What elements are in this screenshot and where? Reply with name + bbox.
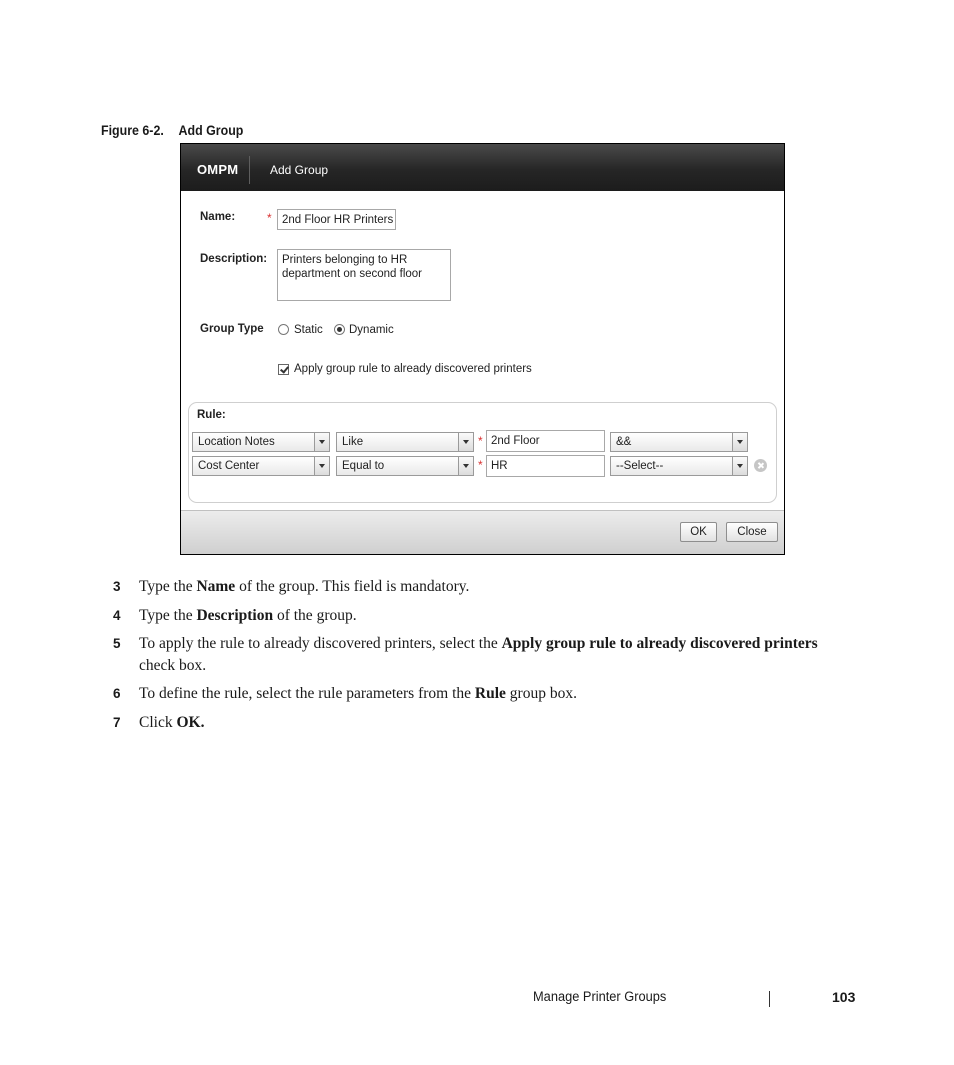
rule-2-conjunction-select[interactable]	[610, 456, 748, 476]
chevron-down-icon	[314, 457, 329, 475]
rule-1-operator-select[interactable]	[336, 432, 474, 452]
name-label: Name:	[200, 211, 236, 223]
rule-1-field-value: Location Notes	[198, 436, 275, 448]
figure-number: Figure 6-2.	[101, 123, 164, 138]
apply-rule-label: Apply group rule to already discovered printers	[294, 363, 532, 375]
rule-2-required-mark: *	[478, 458, 483, 472]
page-number: 103	[832, 989, 856, 1005]
rule-2-field-select[interactable]	[192, 456, 330, 476]
chevron-down-icon	[314, 433, 329, 451]
step-text: To define the rule, select the rule parameters from the Rule group box.	[139, 685, 577, 702]
remove-rule-icon[interactable]	[754, 459, 767, 472]
dialog-title: Add Group	[270, 163, 329, 177]
apply-rule-checkbox[interactable]	[278, 364, 289, 375]
rule-1-field-select[interactable]	[192, 432, 330, 452]
rule-1-value-input[interactable]: 2nd Floor	[486, 430, 605, 452]
description-textarea[interactable]: Printers belonging to HR department on second floor	[277, 249, 451, 301]
app-brand: OMPM	[197, 162, 239, 177]
rule-1-required-mark: *	[478, 434, 483, 448]
footer-divider	[769, 991, 770, 1007]
static-option-label: Static	[294, 324, 323, 336]
step-text: Type the Name of the group. This field is mandatory.	[139, 578, 470, 595]
rule-2-operator-select[interactable]	[336, 456, 474, 476]
step-text: Type the Description of the group.	[139, 607, 357, 624]
name-input[interactable]: 2nd Floor HR Printers	[277, 209, 396, 230]
dynamic-radio[interactable]	[334, 324, 345, 335]
step-number: 6	[113, 686, 121, 701]
rule-2-value-input[interactable]: HR	[486, 455, 605, 477]
step-number: 5	[113, 636, 121, 651]
dialog-footer	[181, 510, 784, 555]
step-number: 3	[113, 579, 121, 594]
step-number: 7	[113, 715, 121, 730]
rule-1-operator-value: Like	[342, 436, 364, 448]
rule-label: Rule:	[197, 409, 226, 421]
rule-group-box	[188, 402, 777, 503]
dialog-header	[181, 144, 784, 191]
header-divider	[249, 156, 250, 184]
rule-1-conjunction-select[interactable]	[610, 432, 748, 452]
figure-title: Add Group	[178, 123, 244, 138]
static-radio[interactable]	[278, 324, 289, 335]
add-group-screenshot	[180, 143, 785, 555]
chevron-down-icon	[458, 457, 473, 475]
dynamic-option-label: Dynamic	[349, 324, 394, 336]
chevron-down-icon	[732, 433, 747, 451]
figure-caption	[101, 123, 243, 138]
step-text: Click OK.	[139, 714, 205, 731]
chevron-down-icon	[458, 433, 473, 451]
chevron-down-icon	[732, 457, 747, 475]
step-text: To apply the rule to already discovered printers, select the Apply group rule to already discovered printers check box.	[139, 635, 818, 674]
ok-button[interactable]: OK	[680, 522, 717, 542]
rule-2-field-value: Cost Center	[198, 460, 260, 472]
footer-section-title: Manage Printer Groups	[533, 989, 667, 1004]
rule-2-conjunction-value: --Select--	[616, 460, 664, 472]
step-number: 4	[113, 608, 121, 623]
description-label: Description:	[200, 253, 268, 265]
group-type-label: Group Type	[200, 323, 264, 335]
rule-2-operator-value: Equal to	[342, 460, 385, 472]
name-required-mark: *	[267, 211, 272, 225]
rule-1-conjunction-value: &&	[616, 436, 632, 448]
close-button[interactable]: Close	[726, 522, 778, 542]
